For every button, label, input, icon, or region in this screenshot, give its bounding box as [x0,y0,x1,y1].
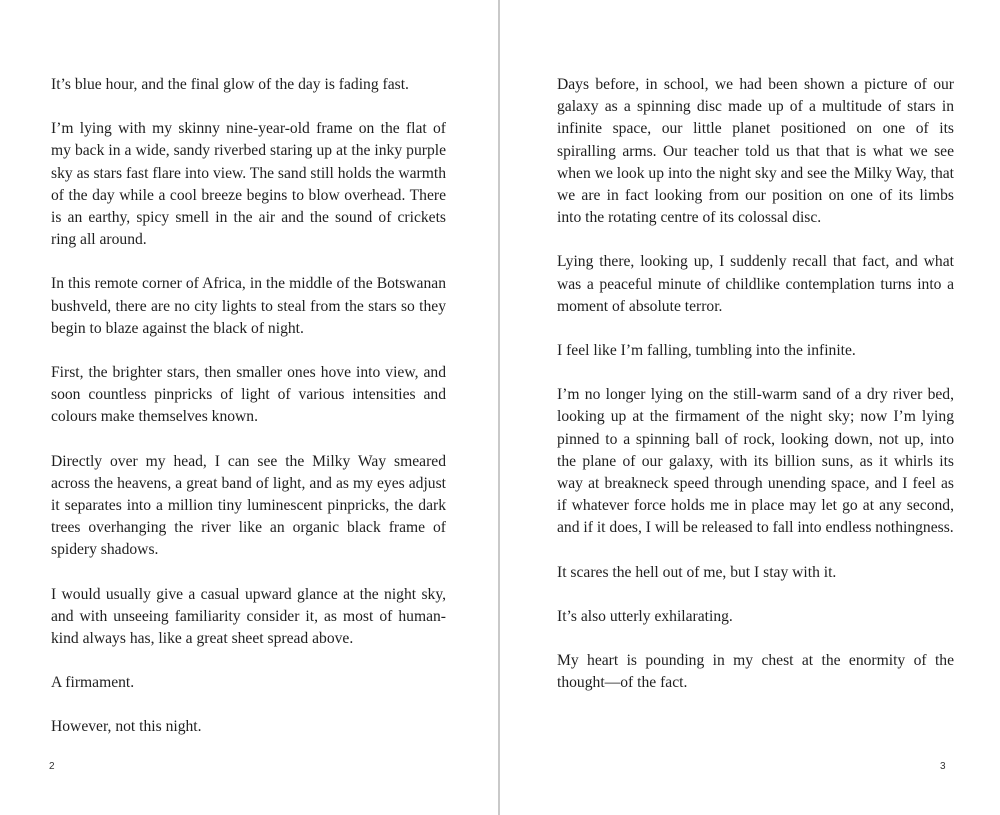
paragraph: I’m no longer lying on the still-warm sand of a dry river bed, looking up at the firmament of the night sky; now I’m lying pinned to a spinning ball of rock, looking down, not up, into the plane of our galaxy, with its billion suns, as it whirls its way at breakneck speed through unending space, and I feel as if whatever force holds me in place may let go at any second, and if it does, I will be released to fall into endless nothingness. [557,386,954,537]
paragraph: Directly over my head, I can see the Milky Way smeared across the heavens, a great band of light, and as my eyes adjust it separates into a million tiny luminescent pinpricks, the dark trees overhanging the river like an organic black frame of spidery shadows. [51,452,446,559]
paragraph: However, not this night. [51,718,202,736]
paragraph: First, the brighter stars, then smaller ones hove into view, and soon countless pinpricks of light of various intensities and colours make themselves known. [51,364,446,426]
paragraph: I feel like I’m falling, tumbling into the infinite. [557,342,856,360]
paragraph: Days before, in school, we had been shown a picture of our galaxy as a spinning disc made up of a multitude of stars in infinite space, our little planet positioned on one of its spiralling arms. Our teacher told us that that is what we see when we look up into the night sky and see the Milky Way, that we are in fact looking from our position on one of its limbs into the rotating centre of its colossal disc. [557,76,954,227]
paragraph: My heart is pounding in my chest at the enormity of the thought—of the fact. [557,652,954,692]
paragraph: It’s blue hour, and the final glow of the day is fading fast. [51,76,409,93]
page-number-left: 2 [49,761,55,772]
paragraph: I would usually give a casual upward glance at the night sky, and with unseeing familiarity consider it, as most of humankind always has, like a great sheet spread above. [51,585,446,648]
left-page [0,0,498,815]
left-page-text [51,74,446,761]
right-page [501,0,1000,815]
right-page-text [557,74,954,716]
paragraph: Lying there, looking up, I suddenly recall that fact, and what was a peaceful minute of childlike contemplation turns into a moment of absolute terror. [557,253,954,315]
page-gutter-divider [498,0,500,815]
paragraph: In this remote corner of Africa, in the middle of the Botswanan bushveld, there are no city lights to steal from the stars so they begin to blaze against the black of night. [51,275,446,337]
paragraph: I’m lying with my skinny nine-year-old frame on the flat of my back in a wide, sandy riverbed staring up at the inky purple sky as stars fast flare into view. The sand still holds the warmth of the day while a cool breeze begins to blow overhead. There is an earthy, spicy smell in the air and the sound of crickets ring all around. [51,120,446,249]
page-number-right: 3 [940,761,946,772]
paragraph: A firmament. [51,674,135,692]
paragraph: It’s also utterly exhilarating. [557,607,733,625]
paragraph: It scares the hell out of me, but I stay with it. [557,563,837,581]
